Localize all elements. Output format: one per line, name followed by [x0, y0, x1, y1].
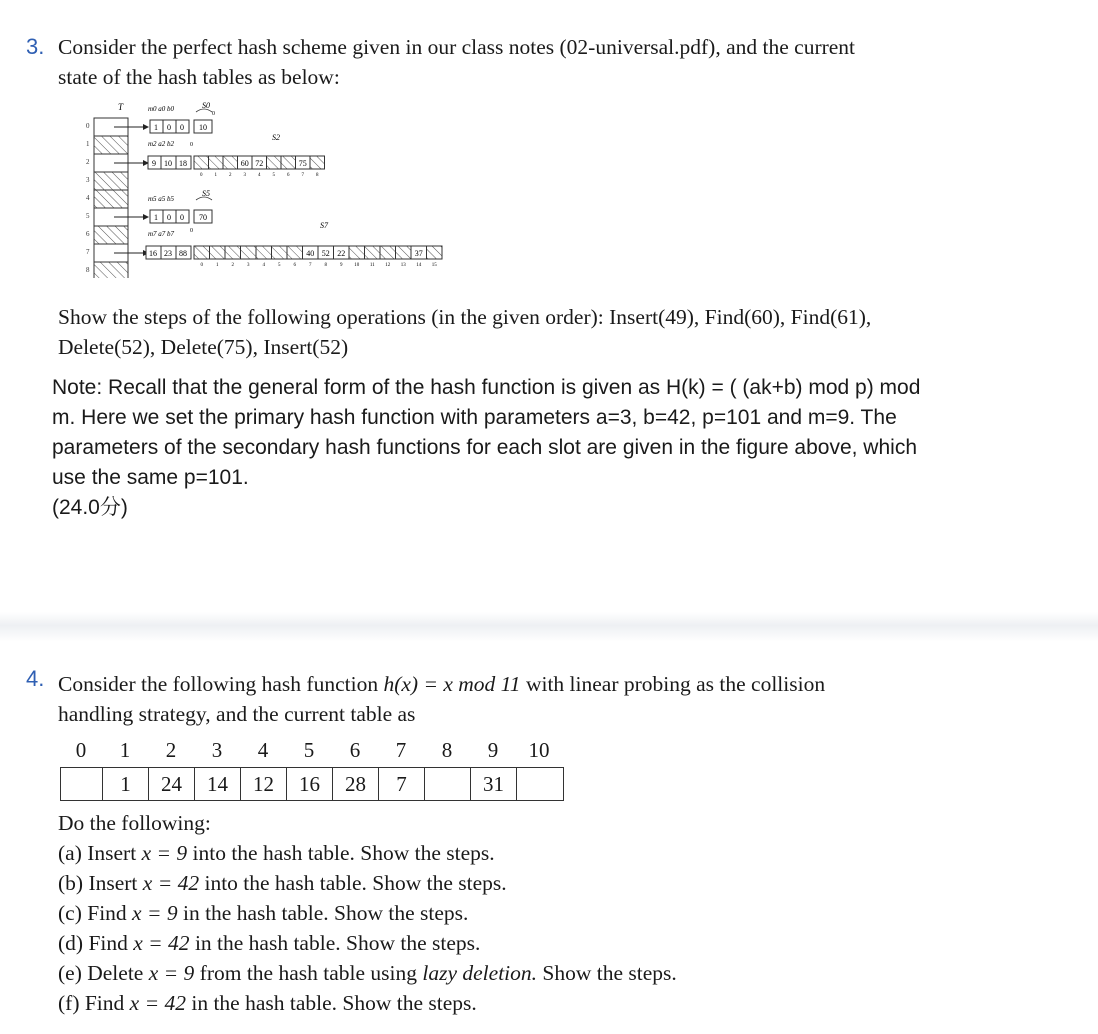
- svg-text:5: 5: [86, 212, 90, 220]
- svg-text:7: 7: [86, 248, 90, 256]
- table-cell: 1: [103, 768, 149, 800]
- secondary-cell-value: 37: [414, 249, 423, 258]
- secondary-cell-value: 72: [255, 159, 264, 168]
- svg-text:0: 0: [190, 228, 193, 234]
- svg-text:9: 9: [152, 159, 156, 168]
- t-label: T: [118, 102, 124, 112]
- svg-text:1: 1: [154, 123, 158, 132]
- secondary-index: 6: [293, 263, 296, 268]
- table-cell: [517, 768, 563, 800]
- q4-hash-function: h(x) = x mod 11: [383, 672, 521, 696]
- table-cell: 28: [333, 768, 379, 800]
- table-cell: 14: [195, 768, 241, 800]
- secondary-cell: [281, 156, 296, 169]
- secondary-index: 4: [258, 173, 261, 178]
- svg-text:0: 0: [167, 213, 171, 222]
- svg-text:10: 10: [199, 123, 207, 132]
- table-cell: 12: [241, 768, 287, 800]
- svg-text:S2: S2: [272, 133, 280, 142]
- secondary-cell: [287, 246, 303, 259]
- q4-step: (a) Insert x = 9 into the hash table. Show the steps.: [58, 841, 495, 865]
- secondary-cell: [396, 246, 412, 259]
- secondary-index: 8: [324, 263, 327, 268]
- perfect-hash-figure: [80, 98, 500, 282]
- svg-text:3: 3: [86, 176, 90, 184]
- svg-text:1: 1: [86, 140, 90, 148]
- secondary-index: 3: [247, 263, 250, 268]
- secondary-index: 6: [287, 173, 290, 178]
- q3-note-line2: m. Here we set the primary hash function with parameters a=3, b=42, p=101 and m=9. The: [52, 406, 897, 429]
- svg-text:S5: S5: [202, 189, 210, 198]
- secondary-index: 2: [231, 263, 234, 268]
- svg-text:16: 16: [149, 249, 157, 258]
- secondary-cell: [267, 156, 282, 169]
- secondary-index: 5: [278, 263, 281, 268]
- svg-text:0: 0: [212, 111, 215, 117]
- index-label: 4: [257, 738, 269, 762]
- secondary-cell-value: 60: [240, 159, 249, 168]
- index-label: 5: [303, 738, 315, 762]
- q3-intro-line2: state of the hash tables as below:: [58, 65, 340, 89]
- index-label: 2: [165, 738, 177, 762]
- probe-table-cells: [60, 767, 564, 801]
- secondary-cell-value: 52: [321, 249, 330, 258]
- index-label: 9: [487, 738, 499, 762]
- table-cell: 24: [149, 768, 195, 800]
- secondary-index: 15: [431, 263, 437, 268]
- q3-ops-line2: Delete(52), Delete(75), Insert(52): [58, 335, 349, 359]
- index-label: 6: [349, 738, 361, 762]
- q3-points: (24.0分): [52, 496, 128, 519]
- q3-note-line4: use the same p=101.: [52, 466, 249, 489]
- svg-text:m5 a5 b5: m5 a5 b5: [148, 195, 175, 203]
- svg-text:2: 2: [86, 158, 90, 166]
- secondary-index: 9: [340, 263, 343, 268]
- svg-text:0: 0: [180, 213, 184, 222]
- q4-step: (c) Find x = 9 in the hash table. Show the steps.: [58, 901, 469, 925]
- t-row-indices: [86, 122, 90, 274]
- table-cell: 7: [379, 768, 425, 800]
- q3-ops-line1: Show the steps of the following operations (in the given order): Insert(49), Find(60), Find(61),: [58, 305, 872, 329]
- slot5-table: [148, 189, 212, 223]
- q3-intro-line1: Consider the perfect hash scheme given in our class notes (02-universal.pdf), and the current: [58, 35, 856, 59]
- svg-text:1: 1: [154, 213, 158, 222]
- index-label: 0: [75, 738, 87, 762]
- secondary-index: 1: [214, 173, 217, 178]
- svg-text:0: 0: [167, 123, 171, 132]
- question-3-number: 3.: [26, 34, 45, 59]
- q3-note-line1: Note: Recall that the general form of the hash function is given as H(k) = ( (ak+b) mod p) mod: [52, 376, 921, 399]
- svg-text:0: 0: [190, 142, 193, 148]
- svg-text:70: 70: [199, 213, 207, 222]
- q3-note-line3: parameters of the secondary hash functions for each slot are given in the figure above, which: [52, 436, 917, 459]
- secondary-cell-value: 40: [306, 249, 315, 258]
- q4-step: (d) Find x = 42 in the hash table. Show the steps.: [58, 931, 481, 955]
- question-4-number: 4.: [26, 666, 45, 691]
- svg-text:8: 8: [86, 266, 90, 274]
- q4-do-label: Do the following:: [58, 811, 211, 835]
- secondary-cell: [210, 246, 226, 259]
- svg-text:18: 18: [179, 159, 187, 168]
- secondary-index: 4: [262, 263, 265, 268]
- q4-intro-line1: Consider the following hash function h(x) = x mod 11 with linear probing as the collision: [58, 672, 826, 696]
- table-cell: [61, 768, 103, 800]
- secondary-index: 13: [400, 263, 406, 268]
- svg-text:0: 0: [86, 122, 90, 130]
- secondary-cell: [380, 246, 396, 259]
- svg-text:4: 4: [86, 194, 90, 202]
- svg-text:10: 10: [164, 159, 172, 168]
- secondary-index: 10: [354, 263, 360, 268]
- secondary-cell: [272, 246, 288, 259]
- secondary-index: 5: [272, 173, 275, 178]
- table-cell: [425, 768, 471, 800]
- secondary-cell: [194, 246, 210, 259]
- secondary-cell: [256, 246, 272, 259]
- secondary-cell: [241, 246, 257, 259]
- secondary-cell-value: 22: [337, 249, 346, 258]
- secondary-index: 2: [229, 173, 232, 178]
- index-label: 1: [119, 738, 131, 762]
- secondary-index: 0: [200, 263, 203, 268]
- svg-text:S0: S0: [202, 101, 210, 110]
- secondary-cell: [365, 246, 381, 259]
- index-label: 3: [211, 738, 223, 762]
- secondary-index: 1: [216, 263, 219, 268]
- index-label: 8: [441, 738, 453, 762]
- secondary-index: 7: [301, 173, 304, 178]
- q4-step: (b) Insert x = 42 into the hash table. Show the steps.: [58, 871, 507, 895]
- table-cell: 31: [471, 768, 517, 800]
- secondary-cell: [427, 246, 443, 259]
- secondary-index: 12: [385, 263, 391, 268]
- svg-text:S7: S7: [320, 221, 328, 230]
- secondary-cell: [194, 156, 209, 169]
- table-cell: 16: [287, 768, 333, 800]
- secondary-index: 3: [243, 173, 246, 178]
- svg-text:m7 a7 b7: m7 a7 b7: [148, 230, 175, 238]
- secondary-index: 11: [369, 263, 375, 268]
- slot7-table: [146, 221, 442, 268]
- secondary-index: 7: [309, 263, 312, 268]
- secondary-cell: [223, 156, 238, 169]
- svg-text:6: 6: [86, 230, 90, 238]
- svg-text:88: 88: [179, 249, 187, 258]
- secondary-index: 8: [316, 173, 319, 178]
- secondary-cell: [310, 156, 325, 169]
- secondary-cell: [209, 156, 224, 169]
- index-label: 10: [528, 738, 550, 762]
- secondary-index: 0: [200, 173, 203, 178]
- secondary-cell-value: 75: [298, 159, 307, 168]
- section-divider: [0, 612, 1098, 642]
- slot2-table: [148, 133, 325, 178]
- secondary-cell: [349, 246, 365, 259]
- svg-text:m0 a0 b0: m0 a0 b0: [148, 105, 175, 113]
- secondary-cell: [225, 246, 241, 259]
- slot0-table: [148, 101, 215, 133]
- q4-step: (f) Find x = 42 in the hash table. Show the steps.: [58, 991, 477, 1015]
- svg-text:m2 a2 b2: m2 a2 b2: [148, 140, 175, 148]
- q4-intro-line2: handling strategy, and the current table as: [58, 702, 416, 726]
- svg-text:23: 23: [164, 249, 172, 258]
- secondary-index: 14: [416, 263, 422, 268]
- q4-step: (e) Delete x = 9 from the hash table using lazy deletion. Show the steps.: [58, 961, 677, 985]
- probe-table-indices: [60, 738, 580, 764]
- t-column: [94, 118, 128, 278]
- svg-text:0: 0: [180, 123, 184, 132]
- index-label: 7: [395, 738, 407, 762]
